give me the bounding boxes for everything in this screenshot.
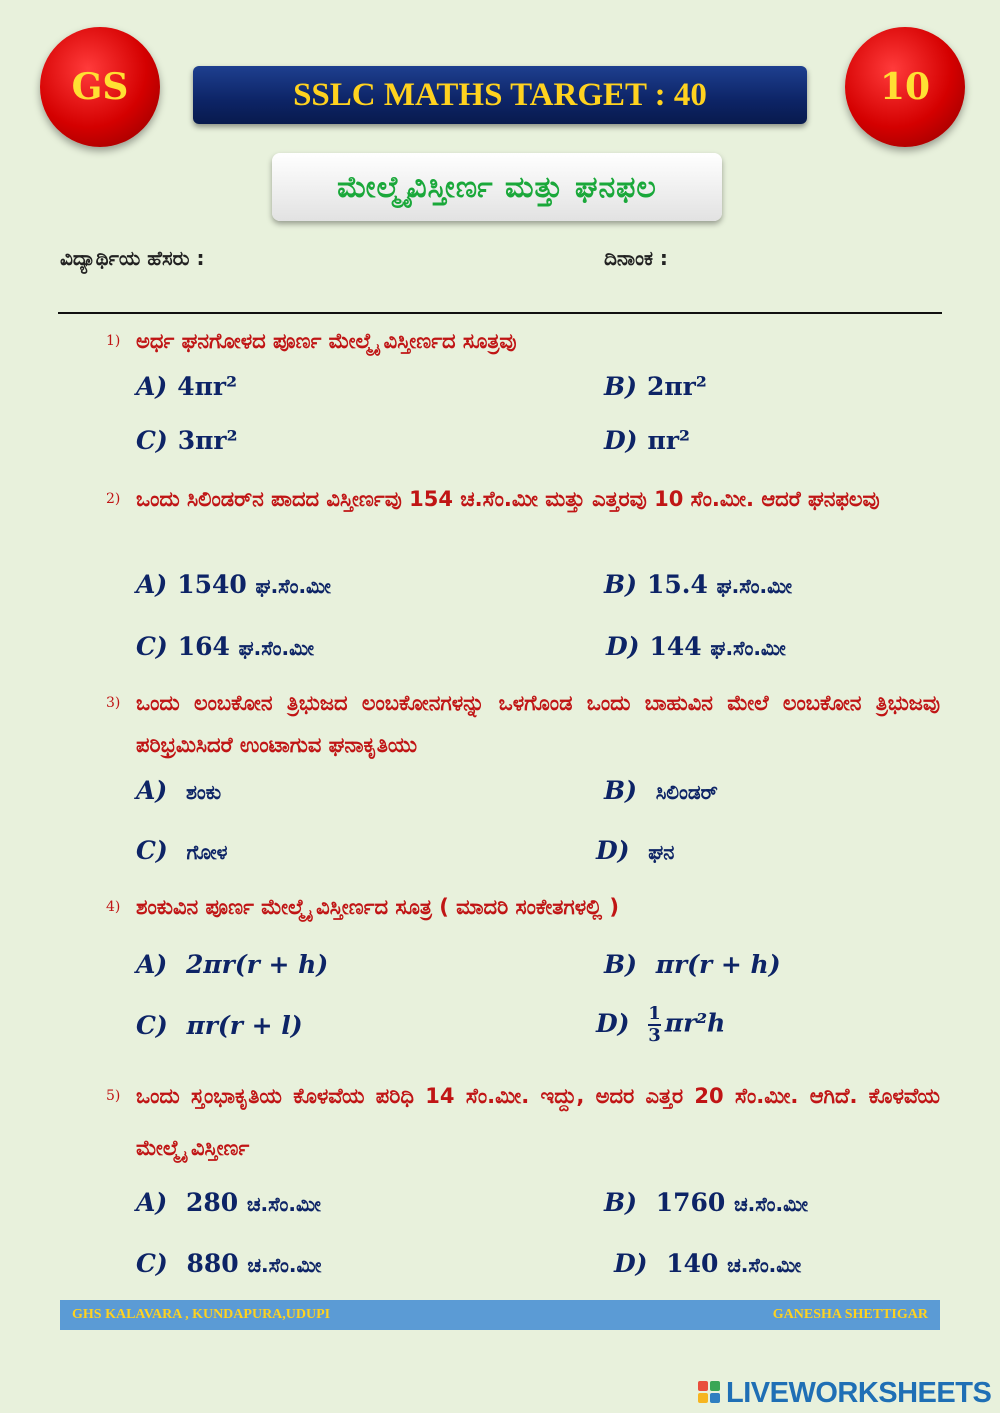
option-value: ಗೋಳ [186,840,228,864]
gs-badge: GS [40,27,160,147]
option-d[interactable] [596,1004,725,1046]
option-b[interactable] [604,950,781,979]
question-number: 4) [106,899,121,915]
option-value: 4πr² [177,372,238,401]
option-letter: A) [136,372,168,401]
question-4 [106,886,940,928]
question-5 [106,1070,940,1174]
option-letter: D) [596,1008,630,1038]
option-value: ಸಿಲಿಂಡರ್ [655,780,718,804]
question-number: 1) [106,333,121,349]
topic-subtitle: ಮೇಲ್ಮೈವಿಸ್ತೀರ್ಣ ಮತ್ತು ಘನಫಲ [272,153,722,221]
question-2 [106,478,940,520]
question-number: 5) [106,1088,121,1104]
option-letter: D) [604,426,638,455]
option-letter: D) [596,836,630,865]
option-c[interactable] [136,1011,303,1040]
option-c[interactable] [136,1249,321,1278]
option-letter: C) [136,1011,168,1040]
option-unit: ಘ.ಸೆಂ.ಮೀ [255,574,331,598]
question-text: ಒಂದು ಸ್ತಂಭಾಕೃತಿಯ ಕೊಳವೆಯ ಪರಿಧಿ 14 ಸೆಂ.ಮೀ. ಇದ್ದು, ಅದರ ಎತ್ತರ 20 ಸೆಂ.ಮೀ. ಆಗಿದೆ. ಕೊಳವೆಯ ಮೇಲ್ಮೈ ವಿಸ್ತೀರ್ಣ [136,1084,940,1160]
option-letter: C) [136,1249,168,1278]
option-unit: ಘ.ಸೆಂ.ಮೀ [710,636,786,660]
option-value: 1760 [655,1188,726,1217]
option-letter: B) [604,570,637,599]
option-d[interactable] [604,426,690,455]
student-name-label: ವಿದ್ಯಾರ್ಥಿಯ ಹೆಸರು : [60,246,205,270]
question-1 [106,320,940,362]
option-value: ಶಂಕು [185,780,222,804]
option-c[interactable] [136,632,314,661]
option-letter: A) [136,776,168,805]
school-name: GHS KALAVARA , KUNDAPURA,UDUPI [72,1307,331,1322]
option-b[interactable] [604,776,718,805]
question-text: ಒಂದು ಸಿಲಿಂಡರ್‌ನ ಪಾದದ ವಿಸ್ತೀರ್ಣವು 154 ಚ.ಸೆಂ.ಮೀ ಮತ್ತು ಎತ್ತರವು 10 ಸೆಂ.ಮೀ. ಆದರೆ ಘನಫಲವು [136,487,880,511]
option-d[interactable] [596,836,674,865]
option-value: πr(r + l) [186,1011,303,1040]
option-letter: C) [136,426,168,455]
option-value: 1540 [177,570,247,599]
option-unit: ಚ.ಸೆಂ.ಮೀ [247,1253,322,1277]
option-d[interactable] [614,1249,801,1278]
target-number-badge: 10 [845,27,965,147]
date-label: ದಿನಾಂಕ : [604,246,668,270]
option-letter: D) [614,1249,648,1278]
option-value: 2πr(r + h) [185,950,329,979]
question-number: 3) [106,695,121,711]
option-b[interactable] [604,372,707,401]
footer-bar [60,1300,940,1330]
page-title: SSLC MATHS TARGET : 40 [193,66,807,124]
option-value: ಘನ [648,840,675,864]
option-b[interactable] [604,570,792,599]
option-unit: ಘ.ಸೆಂ.ಮೀ [238,636,315,660]
option-letter: A) [136,570,168,599]
option-value: 880 [186,1249,239,1278]
option-unit: ಚ.ಸೆಂ.ಮೀ [727,1253,802,1277]
option-unit: ಘ.ಸೆಂ.ಮೀ [716,574,792,598]
brand-text: LIVEWORKSHEETS [726,1376,992,1409]
liveworksheets-logo[interactable] [698,1376,991,1410]
option-a[interactable] [136,1188,321,1217]
option-a[interactable] [136,776,221,805]
option-value: 280 [185,1188,239,1217]
option-letter: A) [136,950,168,979]
liveworksheets-icon [698,1381,722,1405]
option-value: 164 [177,632,230,661]
question-text: ಶಂಕುವಿನ ಪೂರ್ಣ ಮೇಲ್ಮೈ ವಿಸ್ತೀರ್ಣದ ಸೂತ್ರ ( ಮಾದರಿ ಸಂಕೇತಗಳಲ್ಲಿ ) [136,895,619,919]
header-divider [58,312,942,314]
fraction-numerator: 1 [648,1003,661,1024]
option-value: πr²h [664,1008,726,1038]
option-letter: C) [136,836,168,865]
option-value: πr² [647,426,690,455]
author-name: GANESHA SHETTIGAR [772,1307,928,1322]
option-value: πr(r + h) [655,950,781,979]
option-letter: A) [136,1188,168,1217]
question-3 [106,682,940,766]
question-number: 2) [106,491,121,507]
option-letter: B) [604,950,637,979]
option-c[interactable] [136,836,227,865]
option-letter: B) [604,372,637,401]
fraction-denominator: 3 [648,1025,661,1046]
option-letter: C) [136,632,168,661]
fraction-one-third [648,1004,661,1046]
option-value: 140 [666,1249,719,1278]
option-value: 144 [649,632,702,661]
question-text: ಅರ್ಧ ಘನಗೋಳದ ಪೂರ್ಣ ಮೇಲ್ಮೈ ವಿಸ್ತೀರ್ಣದ ಸೂತ್ರವು [136,329,517,353]
option-letter: B) [604,1188,637,1217]
option-c[interactable] [136,426,238,455]
option-a[interactable] [136,570,331,599]
option-unit: ಚ.ಸೆಂ.ಮೀ [246,1192,321,1216]
option-value: 2πr² [646,372,707,401]
option-d[interactable] [606,632,786,661]
option-unit: ಚ.ಸೆಂ.ಮೀ [734,1192,809,1216]
question-text: ಒಂದು ಲಂಬಕೋನ ತ್ರಿಭುಜದ ಲಂಬಕೋನಗಳನ್ನು ಒಳಗೊಂಡ ಒಂದು ಬಾಹುವಿನ ಮೇಲೆ ಲಂಬಕೋನ ತ್ರಿಭುಜವು ಪರಿಭ್ರಮಿಸಿದರೆ ಉಂಟಾಗುವ ಘನಾಕೃತಿಯು [136,691,940,757]
option-value: 3πr² [177,426,238,455]
option-a[interactable] [136,372,237,401]
option-a[interactable] [136,950,328,979]
option-b[interactable] [604,1188,808,1217]
option-letter: D) [606,632,640,661]
option-value: 15.4 [646,570,708,599]
option-letter: B) [604,776,637,805]
